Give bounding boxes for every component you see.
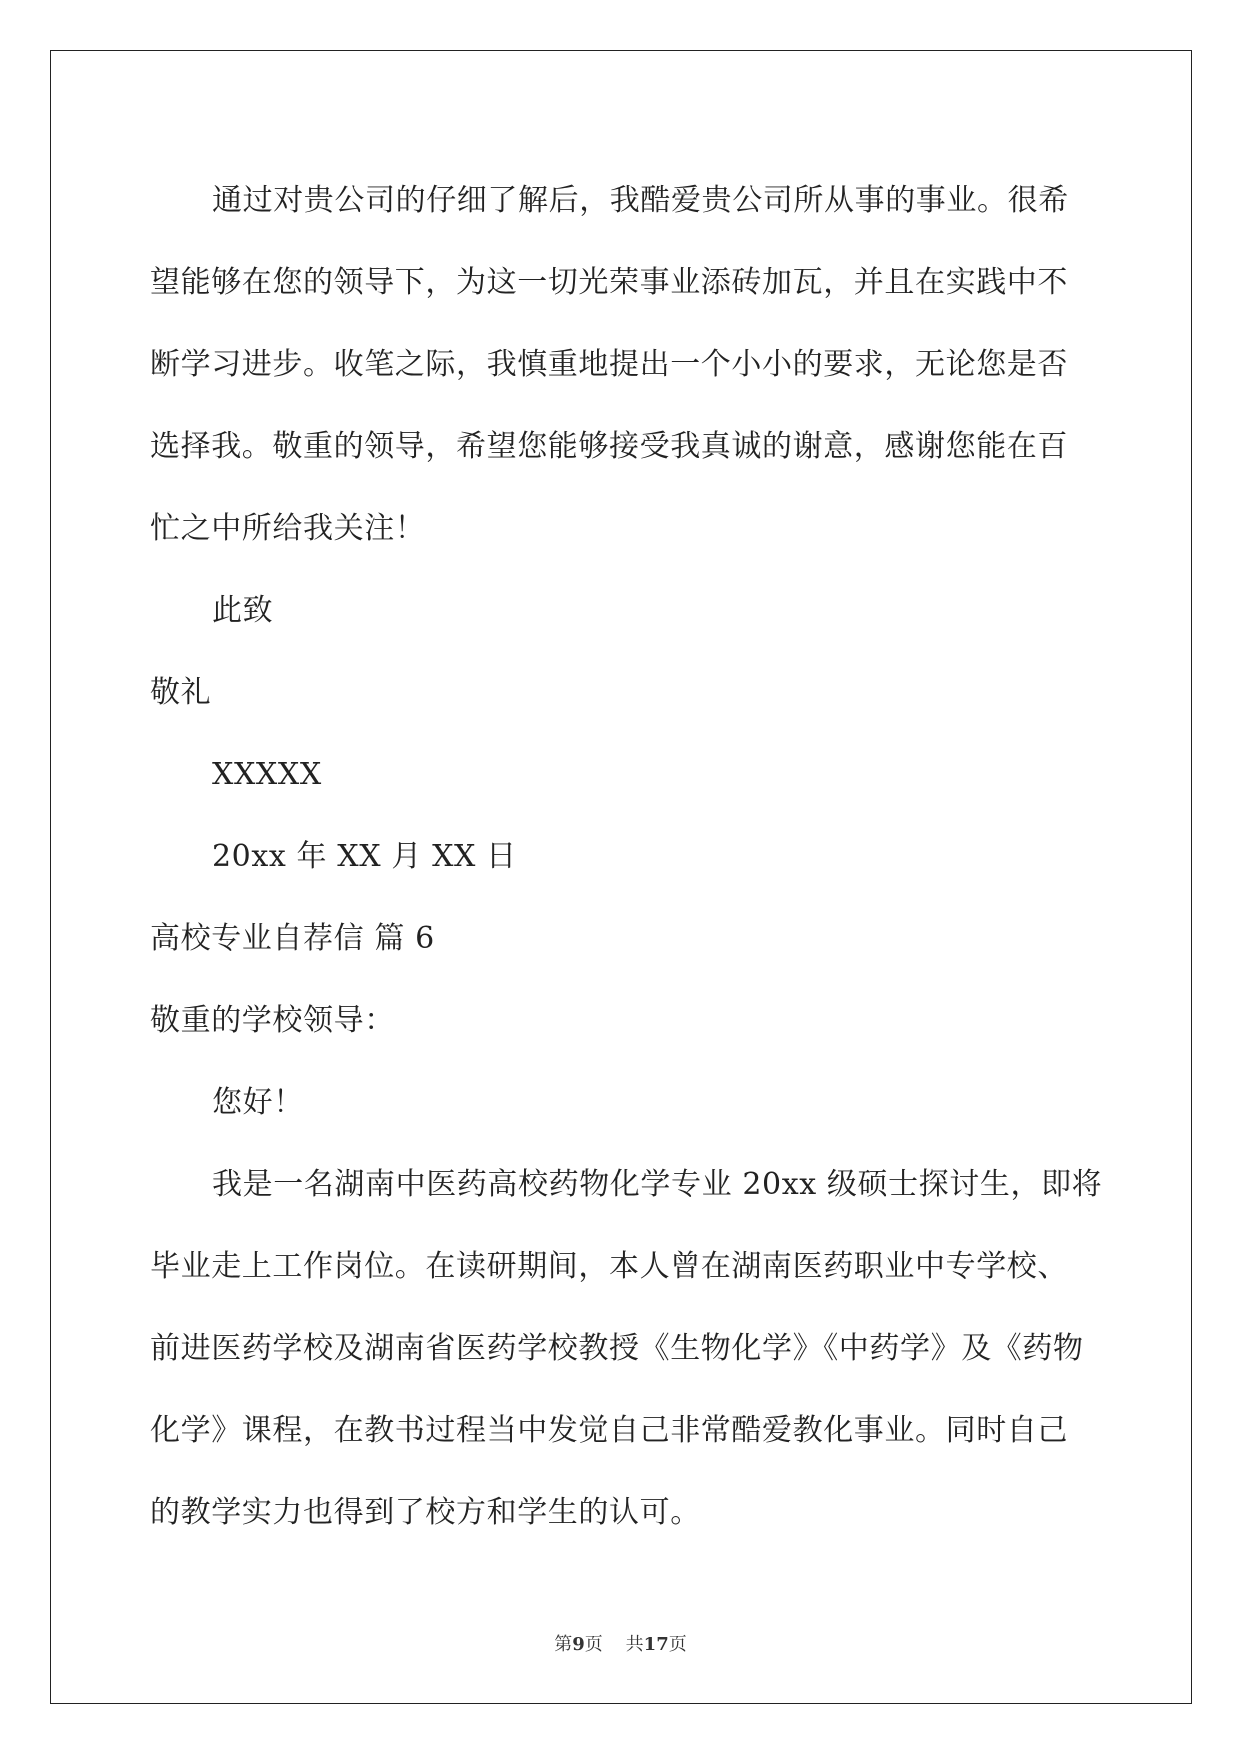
- footer-suffix: 页: [668, 1634, 687, 1655]
- page-footer: [0, 1630, 1241, 1656]
- paragraph-line: 通过对贵公司的仔细了解后，我酷爱贵公司所从事的事业。很希: [212, 183, 1069, 218]
- paragraph-line: 忙之中所给我关注！: [150, 511, 426, 546]
- signature-date: 20xx 年 XX 月 XX 日: [212, 839, 517, 874]
- letter-greeting: 敬重的学校领导：: [150, 1003, 395, 1038]
- footer-prefix: 第: [554, 1634, 573, 1655]
- paragraph-line: 毕业走上工作岗位。在读研期间，本人曾在湖南医药职业中专学校、: [150, 1249, 1068, 1284]
- closing-regards: 敬礼: [150, 675, 212, 710]
- paragraph-line: 望能够在您的领导下，为这一切光荣事业添砖加瓦，并且在实践中不: [150, 265, 1068, 300]
- letter-hello: 您好！: [212, 1085, 304, 1120]
- paragraph-line: 的教学实力也得到了校方和学生的认可。: [150, 1495, 701, 1530]
- footer-mid: 页 共: [584, 1634, 644, 1655]
- signature-name: XXXXX: [212, 757, 322, 792]
- current-page-number: 9: [572, 1634, 585, 1655]
- paragraph-line: 化学》课程，在教书过程当中发觉自己非常酷爱教化事业。同时自己: [150, 1413, 1068, 1448]
- total-page-number: 17: [643, 1634, 669, 1655]
- paragraph-line: 前进医药学校及湖南省医药学校教授《生物化学》《中药学》及《药物: [150, 1331, 1084, 1366]
- closing-salutation: 此致: [212, 593, 274, 628]
- document-body: [150, 160, 1103, 1554]
- paragraph-line: 选择我。敬重的领导，希望您能够接受我真诚的谢意，感谢您能在百: [150, 429, 1068, 464]
- section-heading: 高校专业自荐信 篇 6: [150, 921, 435, 956]
- paragraph-line: 断学习进步。收笔之际，我慎重地提出一个小小的要求，无论您是否: [150, 347, 1068, 382]
- paragraph-line: 我是一名湖南中医药高校药物化学专业 20xx 级硕士探讨生，即将: [212, 1167, 1103, 1202]
